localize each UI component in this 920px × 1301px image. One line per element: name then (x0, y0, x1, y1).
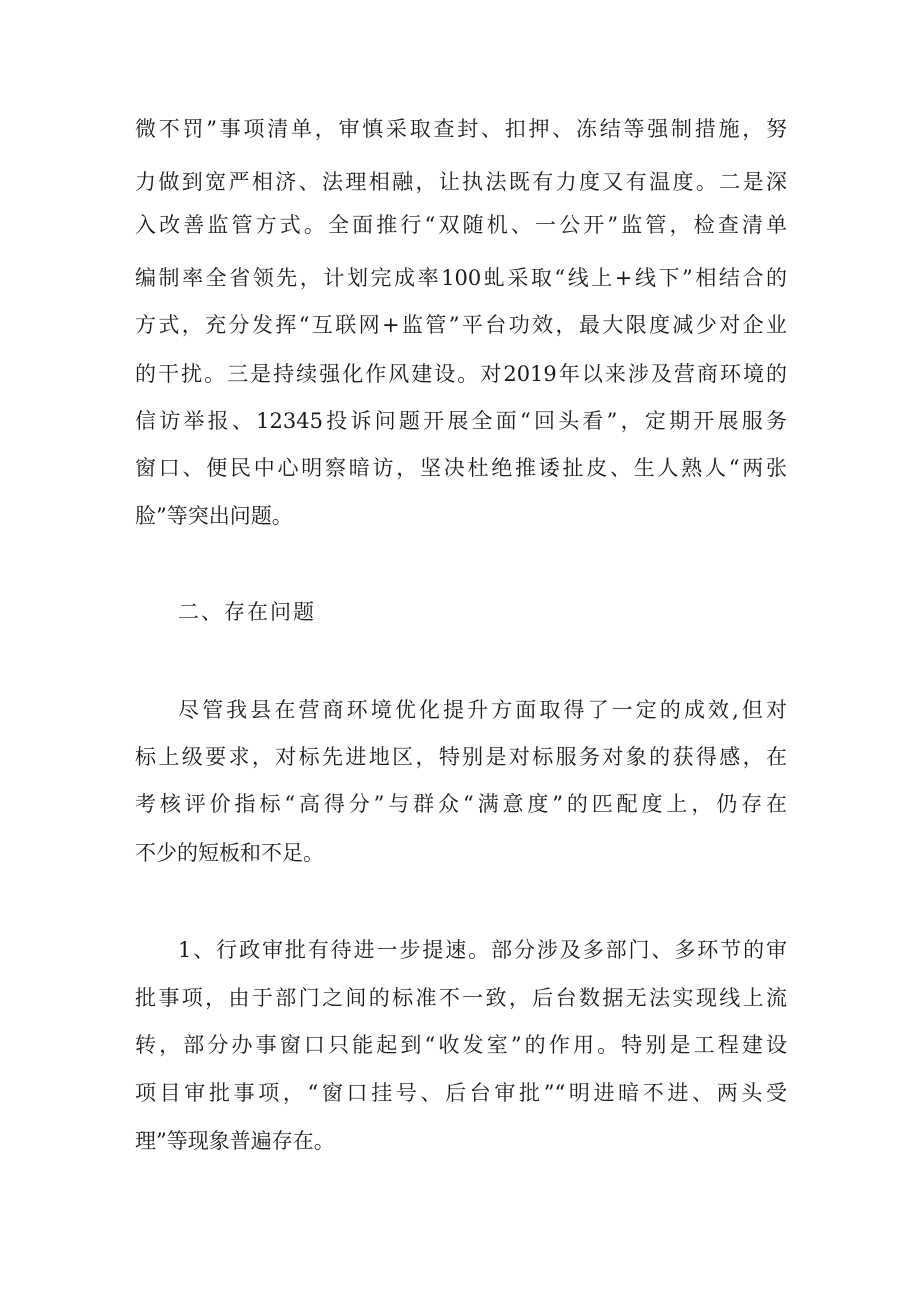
paragraph-1-line-6: 的干扰。三是持续强化作风建设。对2019年以来涉及营商环境的 (135, 362, 787, 386)
paragraph-2-line-2: 标上级要求，对标先进地区，特别是对标服务对象的获得感，在 (135, 745, 787, 769)
paragraph-1-line-3: 入改善监管方式。全面推行“双随机、一公开”监管，检查清单 (135, 213, 787, 237)
paragraph-1-line-8: 窗口、便民中心明察暗访，坚决杜绝推诿扯皮、生人熟人“两张 (135, 456, 787, 480)
paragraph-3-line-4: 项目审批事项，“窗口挂号、后台审批”“明进暗不进、两头受 (135, 1081, 787, 1105)
paragraph-1-line-4: 编制率全省领先，计划完成率100虬采取“线上+线下”相结合的 (135, 266, 787, 290)
paragraph-1-line-9: 脸”等突出问题。 (135, 504, 293, 528)
paragraph-2-line-1: 尽管我县在营商环境优化提升方面取得了一定的成效,但对 (178, 698, 787, 722)
paragraph-3-line-1: 1、行政审批有待进一步提速。部分涉及多部门、多环节的审 (178, 938, 787, 962)
paragraph-2-line-4: 不少的短板和不足。 (135, 841, 324, 865)
paragraph-1-line-5: 方式，充分发挥“互联网+监管”平台功效，最大限度减少对企业 (135, 313, 787, 337)
paragraph-1-line-2: 力做到宽严相济、法理相融，让执法既有力度又有温度。二是深 (135, 170, 787, 194)
paragraph-2-line-3: 考核评价指标“高得分”与群众“满意度”的匹配度上，仍存在 (135, 792, 787, 816)
paragraph-3-line-2: 批事项，由于部门之间的标准不一致，后台数据无法实现线上流 (135, 986, 787, 1010)
paragraph-1-line-1: 微不罚”事项清单，审慎采取查封、扣押、冻结等强制措施，努 (135, 117, 787, 141)
section-heading: 二、存在问题 (178, 600, 316, 624)
paragraph-3-line-3: 转，部分办事窗口只能起到“收发室”的作用。特别是工程建设 (135, 1033, 787, 1057)
paragraph-1-line-7: 信访举报、12345投诉问题开展全面“回头看”，定期开展服务 (135, 409, 787, 433)
paragraph-3-line-5: 理”等现象普遍存在。 (135, 1129, 335, 1153)
